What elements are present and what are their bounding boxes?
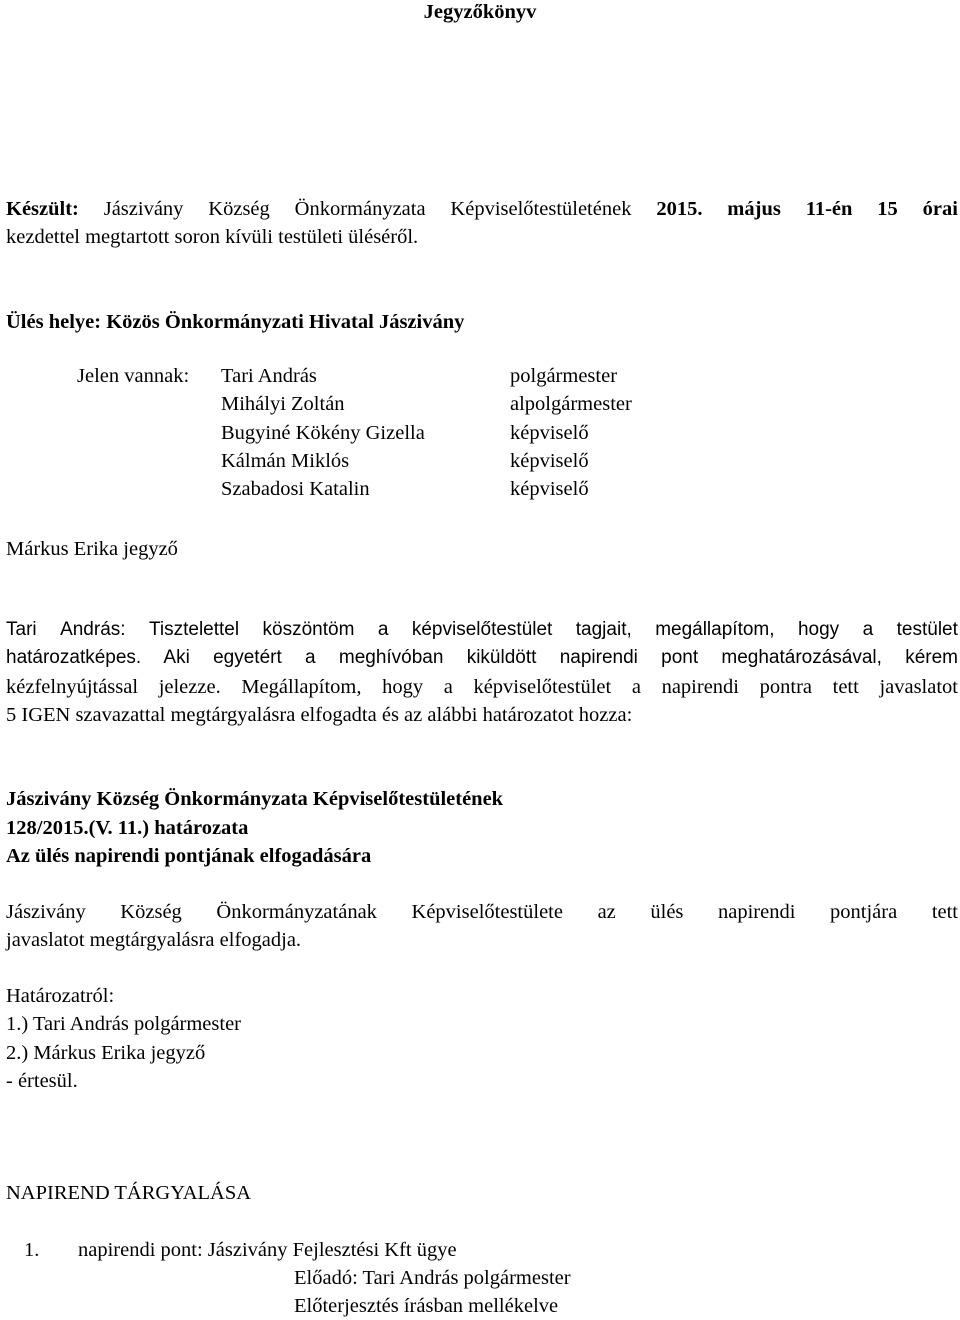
- keszult-line-2: kezdettel megtartott soron kívüli testületi üléséről.: [6, 226, 419, 248]
- hatarozat-line-2: 128/2015.(V. 11.) határozata: [6, 817, 249, 839]
- document-title: Jegyzőkönyv: [423, 1, 537, 23]
- member-role: képviselő: [510, 422, 589, 444]
- member-role: képviselő: [510, 450, 589, 472]
- keszult-word: Község: [208, 198, 270, 220]
- decision-line-2: javaslatot megtárgyalásra elfogadja.: [6, 929, 302, 951]
- member-name: Tari András: [221, 365, 317, 387]
- keszult-line-1: [6, 195, 958, 223]
- keszult-word: Képviselőtestületének: [450, 198, 632, 220]
- keszult-word: Jászivány: [103, 198, 184, 220]
- hatarozatrol-label: Határozatról:: [6, 985, 115, 1007]
- napirend-item-number: 1.: [24, 1239, 40, 1261]
- keszult-word: 2015.: [656, 198, 703, 220]
- keszult-word: 11-én: [805, 198, 853, 220]
- hatarozatrol-item: - értesül.: [6, 1070, 78, 1092]
- speech-word: Tisztelettel: [148, 619, 240, 640]
- keszult-word: órai: [922, 198, 958, 220]
- jegyzo: Márkus Erika jegyző: [6, 538, 178, 560]
- speech-line-2: határozatképes. Aki egyetért a meghívóban kiküldött napirendi pont meghatározásával, kérem: [6, 647, 958, 668]
- napirend-heading: NAPIREND TÁRGYALÁSA: [6, 1182, 252, 1204]
- speech-word: képviselőtestület: [411, 619, 553, 640]
- hatarozat-line-3: Az ülés napirendi pontjának elfogadására: [6, 845, 372, 867]
- decision-line-1: Jászivány Község Önkormányzatának Képviselőtestülete az ülés napirendi pontjára tett: [6, 901, 958, 923]
- speech-word: megállapítom,: [655, 619, 775, 640]
- speech-word: András:: [60, 619, 126, 640]
- speech-word: testület: [896, 619, 958, 640]
- keszult-word: Készült:: [6, 198, 79, 220]
- member-name: Kálmán Miklós: [221, 450, 350, 472]
- member-role: alpolgármester: [510, 393, 632, 415]
- speech-word: Tari: [6, 619, 37, 640]
- hatarozatrol-item: 1.) Tari András polgármester: [6, 1013, 242, 1035]
- speech-word: tagjait,: [575, 619, 632, 640]
- speech-word: a: [862, 619, 874, 640]
- member-name: Szabadosi Katalin: [221, 478, 370, 500]
- hatarozatrol-item: 2.) Márkus Erika jegyző: [6, 1042, 206, 1064]
- keszult-word: május: [727, 198, 781, 220]
- speech-word: hogy: [797, 619, 840, 640]
- jelen-label: Jelen vannak:: [77, 365, 190, 387]
- napirend-item-text: napirendi pont: Jászivány Fejlesztési Kft ügye: [78, 1239, 457, 1261]
- speech-line-4: 5 IGEN szavazattal megtárgyalásra elfogadta és az alábbi határozatot hozza:: [6, 704, 633, 726]
- keszult-word: Önkormányzata: [294, 198, 426, 220]
- napirend-eloado: Előadó: Tari András polgármester: [294, 1267, 571, 1289]
- keszult-word: 15: [877, 198, 898, 220]
- member-name: Bugyiné Kökény Gizella: [221, 422, 425, 444]
- member-role: képviselő: [510, 478, 589, 500]
- ules-helye: Ülés helye: Közös Önkormányzati Hivatal Jászivány: [6, 311, 465, 333]
- napirend-eloterjesztes: Előterjesztés írásban mellékelve: [294, 1295, 559, 1317]
- hatarozat-line-1: Jászivány Község Önkormányzata Képviselőtestületének: [6, 788, 504, 810]
- speech-word: köszöntöm: [262, 619, 355, 640]
- speech-line-3: kézfelnyújtással jelezze. Megállapítom, hogy a képviselőtestület a napirendi pontra tett javaslatot: [6, 676, 958, 698]
- member-role: polgármester: [510, 365, 618, 387]
- member-name: Mihályi Zoltán: [221, 393, 345, 415]
- speech-line-1: [6, 616, 958, 644]
- speech-word: a: [377, 619, 389, 640]
